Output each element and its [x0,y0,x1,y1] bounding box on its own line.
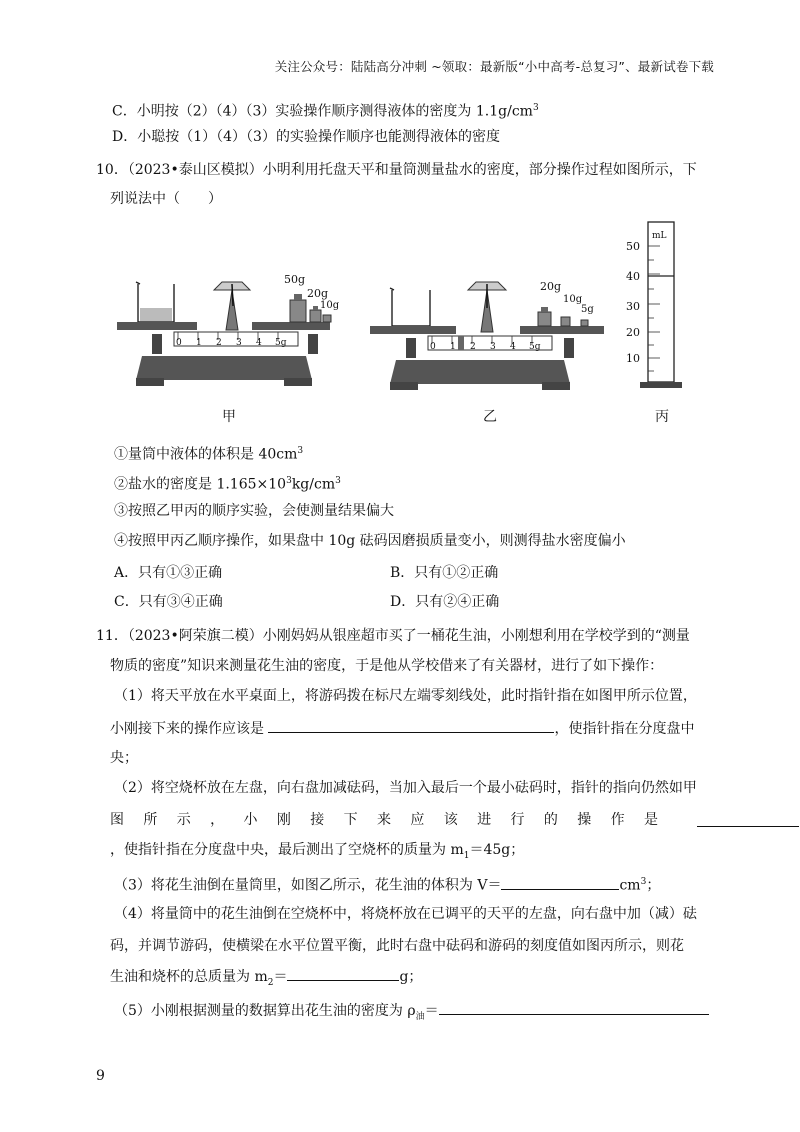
scale-label: 1 [450,342,456,352]
cylinder-tick-label: 40 [626,270,640,283]
word: ， [210,812,225,828]
q11-part4-line1: （4）将量筒中的花生油倒在空烧杯中，将烧杯放在已调平的天平的左盘，向右盘中加（减）砝 [114,906,697,922]
scale-label: 2 [470,342,476,352]
q11-part2-line2 [110,810,658,830]
q11-part2-line1: （2）将空烧杯放在左盘，向右盘加减砝码，当加入最后一个最小砝码时，指针的指向仍然如甲 [114,780,697,796]
q10-option-d: D．只有②④正确 [390,594,500,610]
word: 所 [143,812,158,828]
figure-caption-bing: 丙 [655,409,669,425]
word: 来 [377,812,391,828]
q10-option-b: B．只有①②正确 [390,565,499,581]
scale-label: 5g [275,338,287,348]
word: 的 [543,812,558,828]
q11-part1-line2: 小刚接下来的操作应该是 ，使指针指在分度盘中 [110,718,694,739]
q11-part2-line3: ，使指针指在分度盘中央，最后测出了空烧杯的质量为 $m_1=45g$； [110,842,525,861]
graduated-cylinder-bing [626,214,698,394]
weight-label-10g: 10g [320,300,340,311]
q10-statement-4: ④按照甲丙乙顺序操作，如果盘中 10g 砝码因磨损质量变小，则测得盐水密度偏小 [114,533,626,549]
q10-stem-line2: 列说法中（ ） [110,191,222,207]
q11-part1-line1: （1）将天平放在水平桌面上，将游码拨在标尺左端零刻线处，此时指针指在如图甲所示位置， [114,688,697,704]
word: 作 [610,812,625,828]
scale-label: 4 [256,338,262,348]
scale-label: 3 [236,338,242,348]
scale-label: 4 [510,342,516,352]
answer-blank-2[interactable] [697,812,799,827]
q10-option-c: C．只有③④正确 [114,594,223,610]
scale-label: 0 [176,338,182,348]
word: 示 [176,812,191,828]
figure-caption-jia: 甲 [222,409,236,425]
page-number: 9 [96,1068,105,1084]
q9-option-c: C．小明按（2）（4）（3）实验操作顺序测得液体的密度为 $1.1g/cm^3$ [112,103,539,120]
q10-stem-line1: 10．（2023•泰山区模拟）小明利用托盘天平和量筒测量盐水的密度，部分操作过程如图所示，下 [96,162,697,178]
q10-statement-1: ①量筒中液体的体积是 $40cm^3$ [114,446,304,463]
q11-part4-line3: 生油和烧杯的总质量为 $m_2= g$； [110,966,422,993]
q11-part3: （3）将花生油倒在量筒里，如图乙所示，花生油的体积为 $V= cm^3$； [114,872,660,896]
scale-label: 2 [216,338,222,348]
cylinder-tick-label: 30 [626,300,640,313]
weight-label-20g: 20g [307,287,329,300]
q11-part5: （5）小刚根据测量的数据算出花生油的密度为 $\rho_油=$ [114,1000,709,1027]
word: 下 [343,812,358,828]
q10-option-a: A．只有①③正确 [114,565,223,581]
answer-blank-1[interactable] [268,718,554,733]
weight-label-20g: 20g [540,280,562,293]
q11-part4-line2: 码，并调节游码，使横梁在水平位置平衡，此时右盘中砝码和游码的刻度值如图丙所示，则花 [110,938,684,954]
word: 该 [443,812,458,828]
balance-figure-jia [112,260,340,400]
page-header: 关注公众号：陆陆高分冲刺 ~领取：最新版“小中高考-总复习”、最新试卷下载 [274,59,714,74]
word: 是 [644,812,658,828]
cylinder-tick-label: 10 [626,352,640,365]
q11-part1-line3: 央； [110,750,138,766]
q11-stem-line2: 物质的密度”知识来测量花生油的密度，于是他从学校借来了有关器材，进行了如下操作： [110,658,664,674]
weight-label-50g: 50g [284,273,306,286]
scale-label: 5g [529,342,541,352]
answer-blank-3[interactable] [501,875,619,890]
q11-stem-line1: 11．（2023•阿荣旗二模）小刚妈妈从银座超市买了一桶花生油，小刚想利用在学校学到的“测量 [96,628,690,644]
word: 小 [243,812,258,828]
cylinder-tick-label: 20 [626,326,640,339]
word: 行 [510,812,525,828]
scale-label: 0 [430,342,436,352]
balance-figure-yi [368,266,608,400]
cylinder-unit-label: mL [652,231,667,241]
weight-label-5g: 5g [581,304,594,315]
weight-label-10g: 10g [563,294,583,305]
word: 刚 [276,812,291,828]
cylinder-tick-label: 50 [626,240,640,253]
word: 操 [577,812,592,828]
q10-statement-3: ③按照乙甲丙的顺序实验，会使测量结果偏大 [114,503,394,519]
scale-label: 3 [490,342,496,352]
q9-option-d: D．小聪按（1）（4）（3）的实验操作顺序也能测得液体的密度 [112,129,500,145]
answer-blank-5[interactable] [439,1000,709,1015]
q10-statement-2: ②盐水的密度是 $1.165\times 10^3kg/cm^3$ [114,476,341,493]
word: 接 [310,812,325,828]
answer-blank-4[interactable] [287,966,399,981]
word: 图 [110,812,124,828]
scale-label: 1 [196,338,202,348]
word: 进 [477,812,492,828]
figure-caption-yi: 乙 [483,409,497,425]
word: 应 [410,812,425,828]
